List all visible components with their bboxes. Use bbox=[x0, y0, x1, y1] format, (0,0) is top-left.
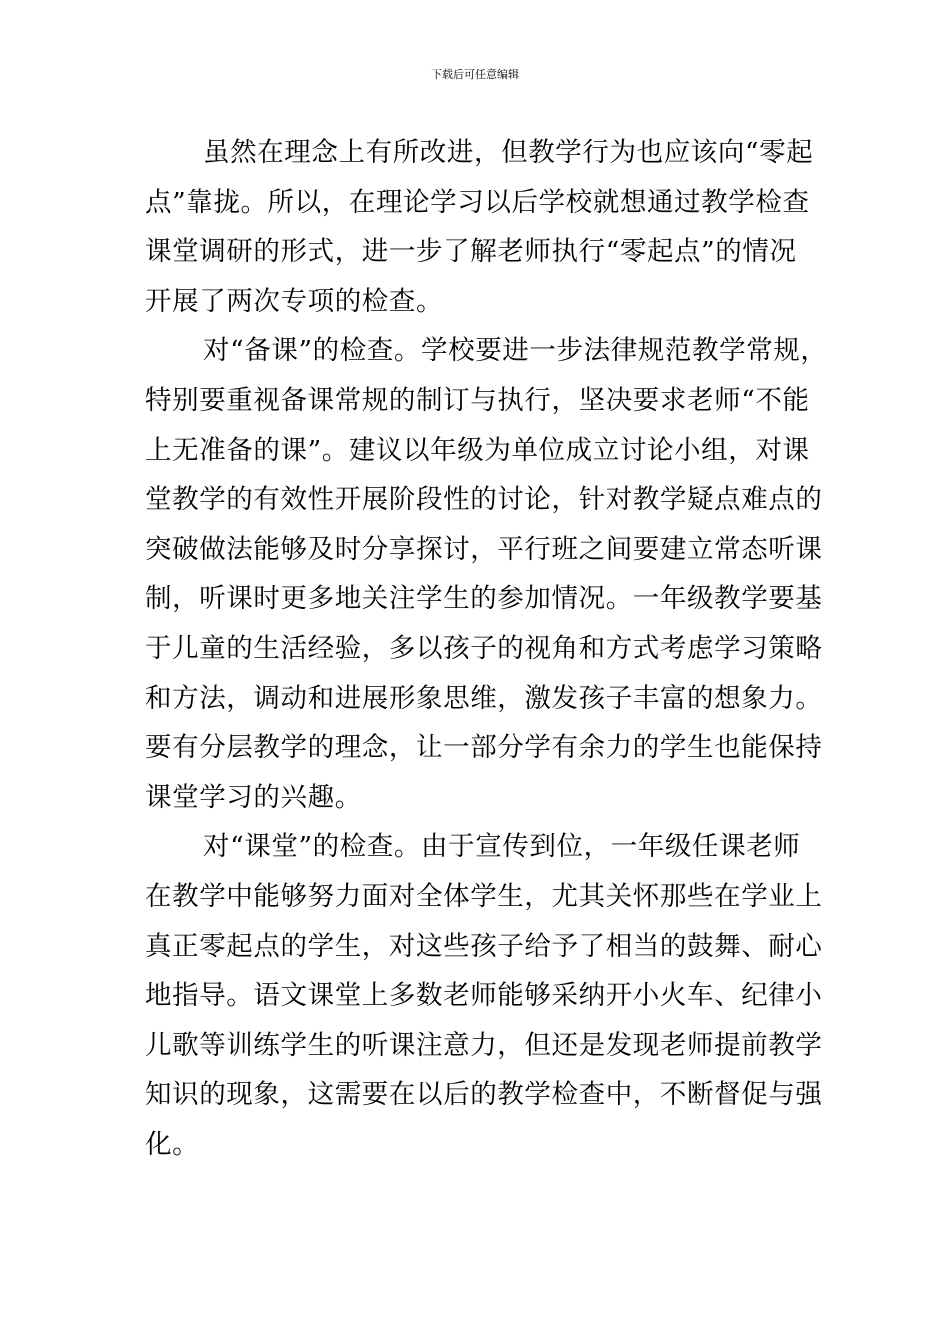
text-line: 和方法，调动和进展形象思维，激发孩子丰富的想象力。 bbox=[145, 682, 823, 714]
text-line: 儿歌等训练学生的听课注意力，但还是发现老师提前教学 bbox=[145, 1029, 823, 1061]
text-line: 突破做法能够及时分享探讨，平行班之间要建立常态听课 bbox=[145, 533, 823, 565]
text-line: 在教学中能够努力面对全体学生，尤其关怀那些在学业上 bbox=[145, 880, 823, 912]
text-line: 真正零起点的学生，对这些孩子给予了相当的鼓舞、耐心 bbox=[145, 930, 823, 962]
text-line: 知识的现象，这需要在以后的教学检查中，不断督促与强 bbox=[145, 1079, 823, 1111]
text-line: 开展了两次专项的检查。 bbox=[145, 285, 444, 317]
paragraph-1 bbox=[145, 128, 814, 326]
text-line: 课堂调研的形式，进一步了解老师执行“零起点”的情况 bbox=[145, 236, 797, 268]
paragraph-3 bbox=[145, 822, 823, 1169]
paragraph-2 bbox=[145, 326, 828, 822]
text-line: 点”靠拢。所以，在理论学习以后学校就想通过教学检查 bbox=[145, 186, 810, 218]
text-line: 堂教学的有效性开展阶段性的讨论，针对教学疑点难点的 bbox=[145, 484, 823, 516]
text-line: 化。 bbox=[145, 1128, 200, 1160]
text-line: 要有分层教学的理念，让一部分学有余力的学生也能保持 bbox=[145, 732, 823, 764]
text-line: 虽然在理念上有所改进，但教学行为也应该向“零起 bbox=[203, 137, 814, 168]
text-line: 制，听课时更多地关注学生的参加情况。一年级教学要基 bbox=[145, 583, 823, 615]
text-line: 对“课堂”的检查。由于宣传到位，一年级任课老师 bbox=[203, 831, 801, 863]
text-line: 地指导。语文课堂上多数老师能够采纳开小火车、纪律小 bbox=[145, 980, 823, 1012]
header-note: 下载后可任意编辑 bbox=[431, 68, 519, 81]
text-line: 上无准备的课”。建议以年级为单位成立讨论小组，对课 bbox=[145, 434, 810, 466]
text-line: 特别要重视备课常规的制订与执行，坚决要求老师“不能 bbox=[145, 384, 810, 416]
text-line: 课堂学习的兴趣。 bbox=[145, 781, 362, 813]
text-line: 于儿童的生活经验，多以孩子的视角和方式考虑学习策略 bbox=[145, 632, 823, 664]
document-body bbox=[145, 128, 828, 1169]
text-line: 对“备课”的检查。学校要进一步法律规范教学常规， bbox=[203, 335, 828, 367]
